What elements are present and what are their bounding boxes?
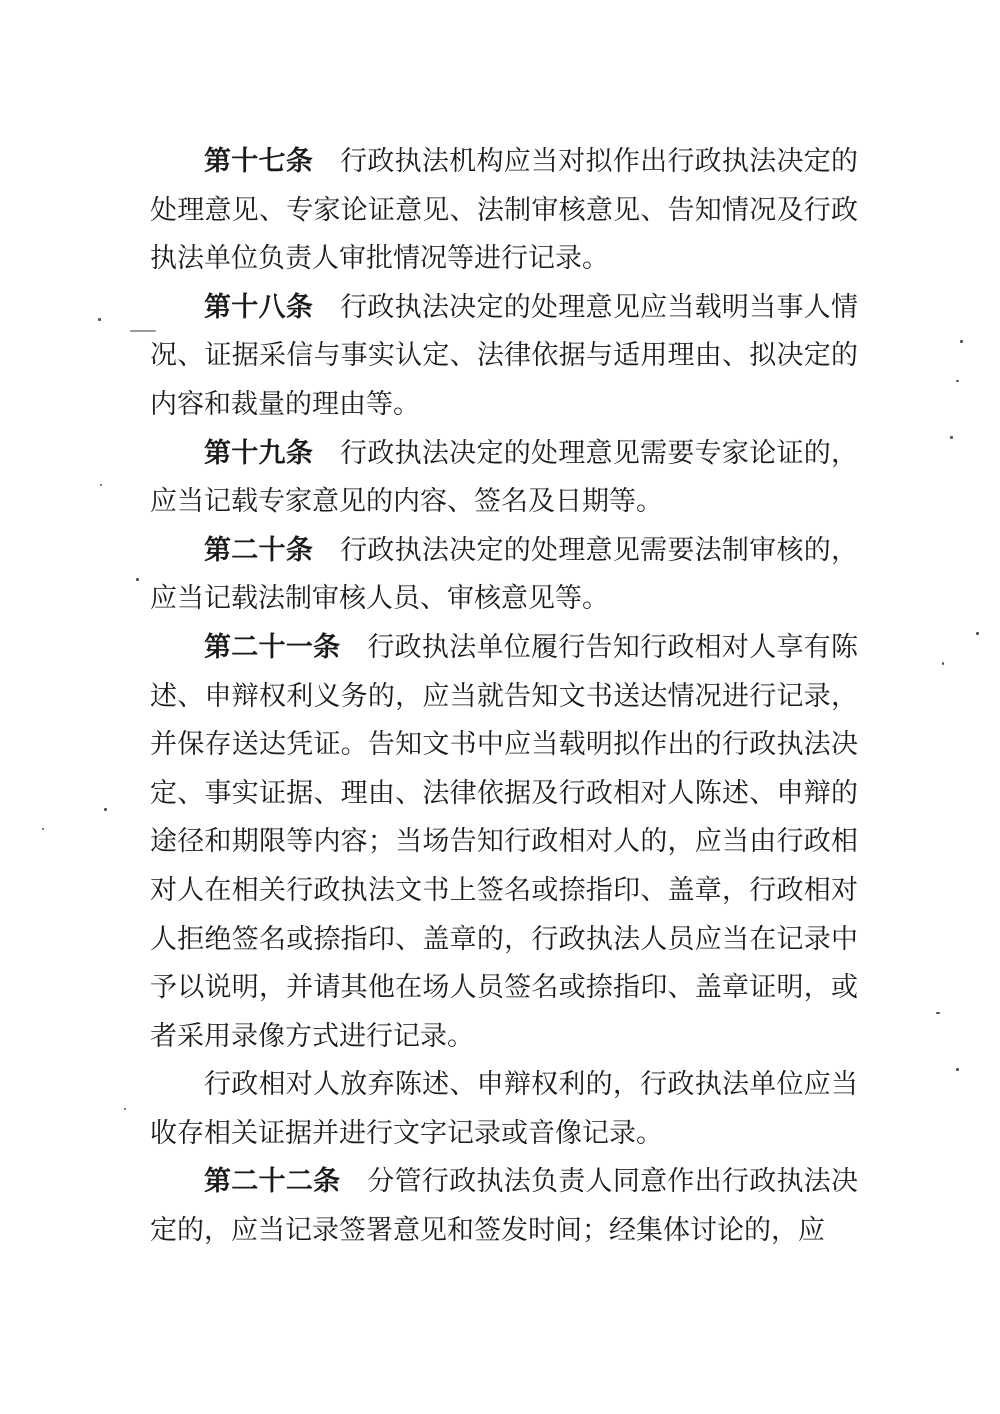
scan-speck [942,662,944,665]
paragraph-article-19 [150,430,858,527]
paragraph-article-21-continued [150,1061,858,1158]
article-heading: 第十八条 [204,291,314,323]
article-text: 行政执法机构应当对拟作出行政执法决定的处理意见、专家论证意见、法制审核意见、告知情况及行政执法单位负责人审批情况等进行记录。 [150,146,859,275]
article-text: 行政相对人放弃陈述、申辩权利的，行政执法单位应当收存相关证据并进行文字记录或音像记录。 [150,1069,858,1149]
document-body [150,138,858,1256]
article-heading: 第二十一条 [204,631,341,663]
article-text: 行政执法单位履行告知行政相对人享有陈述、申辩权利义务的，应当就告知文书送达情况进行记录，并保存送达凭证。告知文书中应当载明拟作出的行政执法决定、事实证据、理由、法律依据及行政相对人陈述、申辩的途径和期限等内容；当场告知行政相对人的，应当由行政相对人在相关行政执法文书上签名或捺指印、盖章，行政相对人拒绝签名或捺指印、盖章的，行政执法人员应当在记录中予以说明，并请其他在场人员签名或捺指印、盖章证明，或者采用录像方式进行记录。 [150,631,859,1052]
scan-speck [100,484,102,486]
scan-speck [98,318,101,321]
article-heading: 第十九条 [204,437,314,469]
scan-speck [956,380,959,382]
paragraph-article-21 [150,624,858,1061]
scan-speck [950,436,953,439]
paragraph-article-18 [150,284,858,430]
scan-speck [130,330,156,332]
scan-speck [960,340,963,343]
article-heading: 第二十二条 [204,1166,341,1198]
article-text: 分管行政执法负责人同意作出行政执法决定的，应当记录签署意见和签发时间；经集体讨论的，应 [150,1166,859,1247]
paragraph-article-20 [150,527,858,624]
scan-speck [136,578,139,581]
article-text: 行政执法决定的处理意见需要法制审核的，应当记载法制审核人员、审核意见等。 [150,534,859,615]
paragraph-article-22 [150,1158,858,1255]
scan-speck [124,1108,126,1110]
paragraph-article-17 [150,138,858,284]
article-heading: 第二十条 [204,534,314,566]
article-text: 行政执法决定的处理意见需要专家论证的，应当记载专家意见的内容、签名及日期等。 [150,437,859,518]
scan-speck [976,632,979,635]
scan-speck [956,1068,959,1071]
scan-speck [936,1012,940,1014]
article-text: 行政执法决定的处理意见应当载明当事人情况、证据采信与事实认定、法律依据与适用理由、拟决定的内容和裁量的理由等。 [150,291,859,420]
scan-speck [104,808,107,811]
scan-speck [42,828,44,830]
article-heading: 第十七条 [204,146,314,177]
